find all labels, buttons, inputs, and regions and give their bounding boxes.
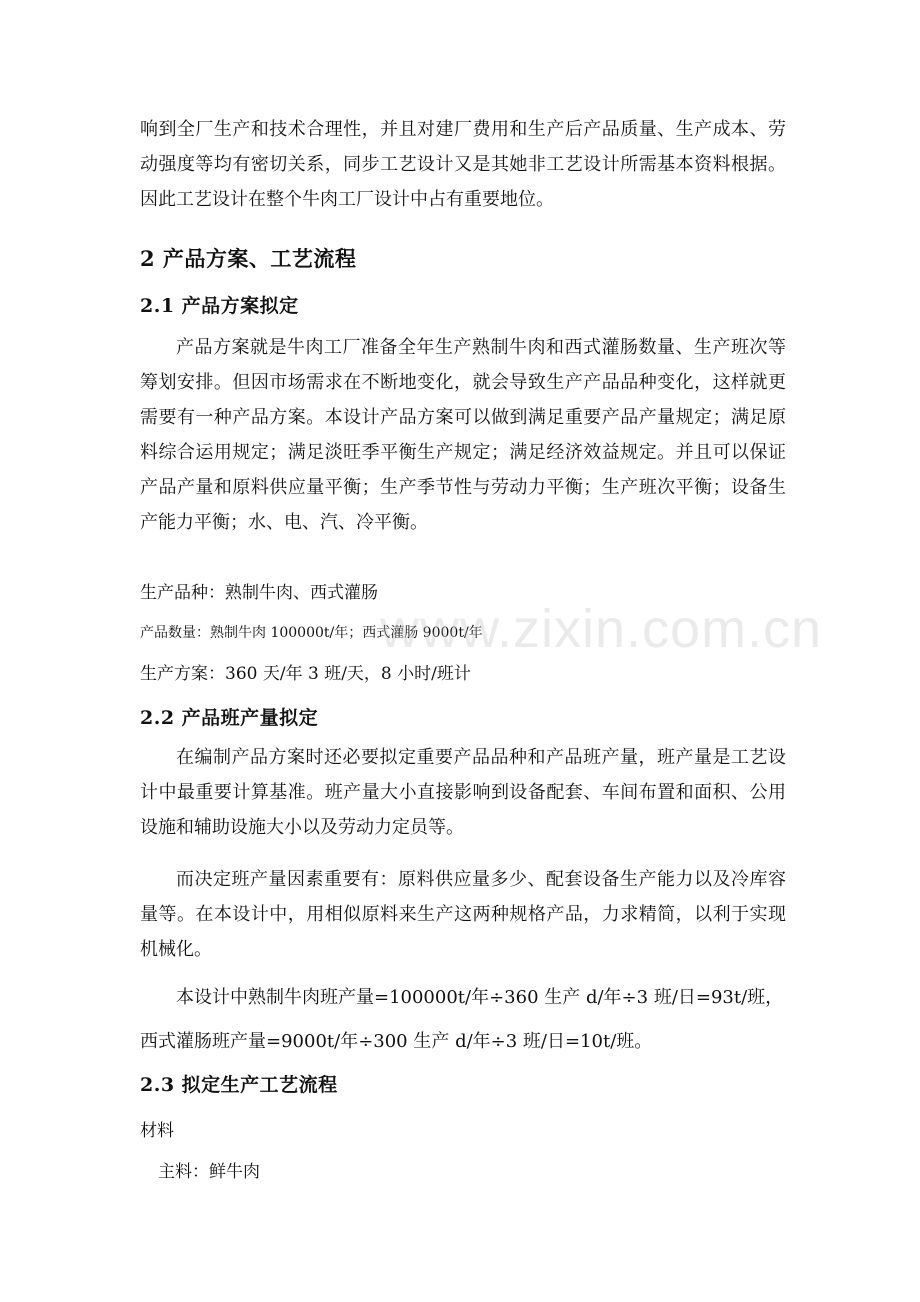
product-varieties-line: 生产品种：熟制牛肉、西式灌肠	[140, 583, 378, 603]
section-heading-2: 2 产品方案、工艺流程	[140, 246, 357, 271]
product-quantity-line: 产品数量：熟制牛肉 100000t/年；西式灌肠 9000t/年	[140, 625, 483, 641]
paragraph-2-2-a: 在编制产品方案时还必要拟定重要产品品种和产品班产量，班产量是工艺设计中最重要计算基准。班产量大小直接影响到设备配套、车间布置和面积、公用设施和辅助设施大小以及劳动力定员等。	[140, 747, 786, 838]
calculation-line-2: 西式灌肠班产量=9000t/年÷300 生产 d/年÷3 班/日=10t/班。	[140, 1031, 653, 1052]
section-heading-2-3: 2.3 拟定生产工艺流程	[140, 1074, 338, 1096]
main-material-line: 主料：鲜牛肉	[158, 1162, 260, 1182]
section-heading-2-2: 2.2 产品班产量拟定	[140, 707, 319, 729]
materials-label: 材料	[140, 1121, 174, 1141]
section-heading-2-1: 2.1 产品方案拟定	[140, 295, 299, 317]
paragraph-2-2-b: 而决定班产量因素重要有：原料供应量多少、配套设备生产能力以及冷库容量等。在本设计中，用相似原料来生产这两种规格产品，力求精简，以利于实现机械化。	[140, 869, 786, 960]
intro-paragraph: 响到全厂生产和技术合理性，并且对建厂费用和生产后产品质量、生产成本、劳动强度等均有密切关系，同步工艺设计又是其她非工艺设计所需基本资料根据。因此工艺设计在整个牛肉工厂设计中占有重要地位。	[140, 119, 786, 210]
production-schedule-line: 生产方案：360 天/年 3 班/天，8 小时/班计	[140, 664, 471, 684]
watermark: www.zixin.com.cn	[380, 599, 823, 659]
calculation-line-1: 本设计中熟制牛肉班产量=100000t/年÷360 生产 d/年÷3 班/日=93t/班，	[176, 987, 784, 1008]
paragraph-2-1: 产品方案就是牛肉工厂准备全年生产熟制牛肉和西式灌肠数量、生产班次等筹划安排。但因市场需求在不断地变化，就会导致生产产品品种变化，这样就更需要有一种产品方案。本设计产品方案可以做到满足重要产品产量规定；满足原料综合运用规定；满足淡旺季平衡生产规定；满足经济效益规定。并且可以保证产品产量和原料供应量平衡；生产季节性与劳动力平衡；生产班次平衡；设备生产能力平衡；水、电、汽、冷平衡。	[140, 337, 786, 533]
